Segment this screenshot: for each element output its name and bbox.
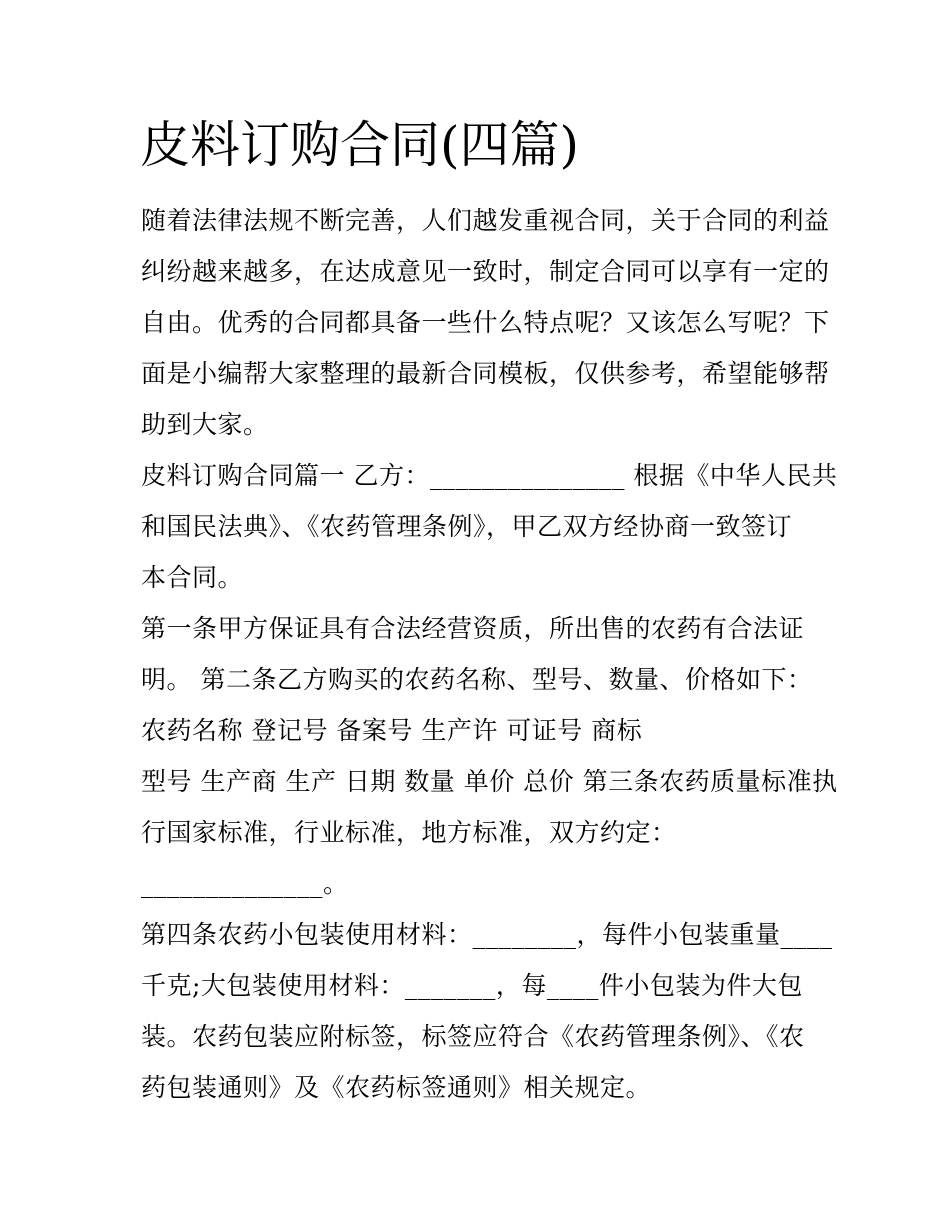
paragraph-line: 面是小编帮大家整理的最新合同模板，仅供参考，希望能够帮 <box>141 359 830 388</box>
paragraph-line: 助到大家。 <box>141 410 269 439</box>
paragraph-line: ______________。 <box>141 869 349 898</box>
paragraph-line: 装。农药包装应附标签，标签应符合《农药管理条例》、《农 <box>141 1022 805 1051</box>
document-title: 皮料订购合同(四篇) <box>140 116 580 174</box>
paragraph-line: 皮料订购合同篇一 乙方：_______________ 根据《中华人民共 <box>141 461 838 490</box>
paragraph-line: 行国家标准，行业标准，地方标准，双方约定： <box>141 818 677 847</box>
paragraph-line: 随着法律法规不断完善，人们越发重视合同，关于合同的利益 <box>141 206 830 235</box>
paragraph-line: 第一条甲方保证具有合法经营资质，所出售的农药有合法证 <box>141 614 805 643</box>
paragraph-line: 药包装通则》及《农药标签通则》相关规定。 <box>141 1073 652 1102</box>
paragraph-line: 明。 第二条乙方购买的农药名称、型号、数量、价格如下： <box>141 665 813 694</box>
paragraph-line: 本合同。 <box>141 563 244 592</box>
paragraph-line: 农药名称 登记号 备案号 生产许 可证号 商标 <box>141 716 643 745</box>
paragraph-line: 第四条农药小包装使用材料：________，每件小包装重量____ <box>141 920 833 949</box>
paragraph-line: 千克;大包装使用材料：_______，每____件小包装为件大包 <box>141 971 803 1000</box>
paragraph-line: 和国民法典》、《农药管理条例》，甲乙双方经协商一致签订 <box>141 512 793 541</box>
paragraph-line: 型号 生产商 生产 日期 数量 单价 总价 第三条农药质量标准执 <box>141 767 838 796</box>
paragraph-line: 纠纷越来越多，在达成意见一致时，制定合同可以享有一定的 <box>141 257 830 286</box>
paragraph-line: 自由。优秀的合同都具备一些什么特点呢？又该怎么写呢？下 <box>141 308 830 337</box>
